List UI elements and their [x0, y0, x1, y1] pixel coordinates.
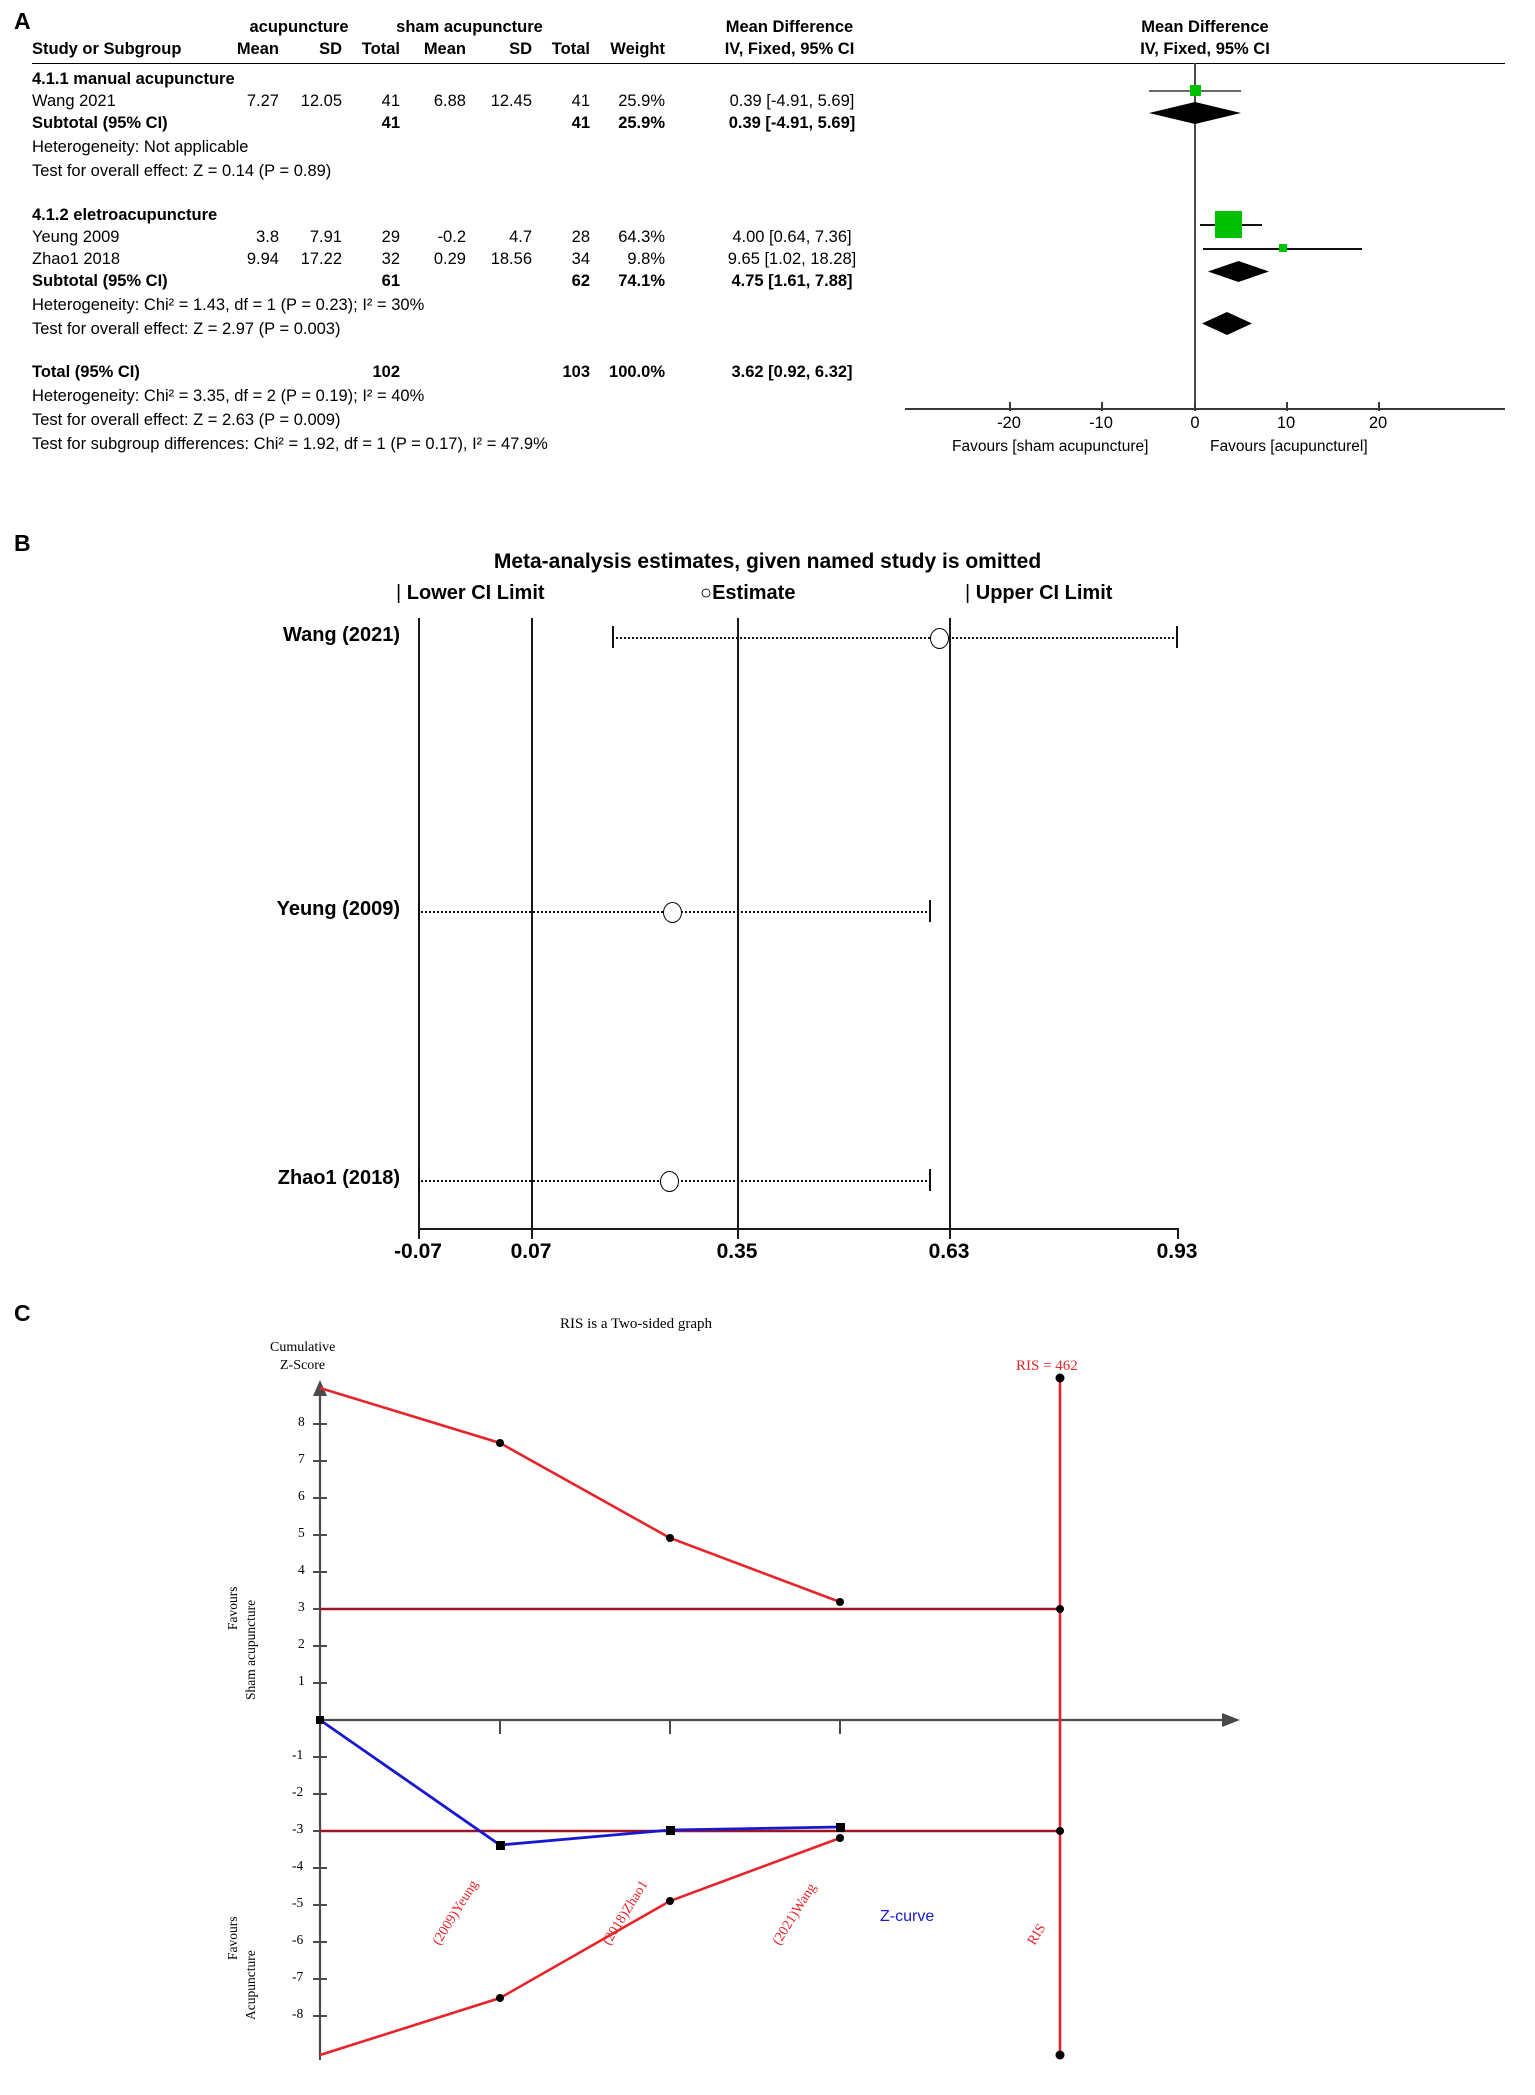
- cell-total1: 102: [372, 363, 400, 381]
- y-tick-label: 1: [298, 1673, 305, 1688]
- x-tick-label: 10: [1276, 414, 1296, 432]
- y-tick-label: 7: [298, 1451, 305, 1466]
- tsa-study-label-zhao1: (2018)Zhao1: [600, 1878, 652, 1948]
- col-group-effect: Mean Difference: [725, 18, 854, 36]
- total-heterogeneity: Heterogeneity: Chi² = 3.35, df = 2 (P = 0.19); I² = 40%: [32, 387, 425, 405]
- legend-upper-ci-label: Upper CI Limit: [975, 582, 1113, 604]
- estimate-circle-icon: ○: [700, 582, 713, 604]
- cell-study: Zhao1 2018: [32, 250, 121, 268]
- total-subgroup-differences: Test for subgroup differences: Chi² = 1.92, df = 1 (P = 0.17), I² = 47.9%: [32, 435, 548, 453]
- cell-weight: 25.9%: [618, 114, 665, 132]
- y-tick-label: -4: [292, 1858, 304, 1873]
- x-tick-label: 0: [1190, 414, 1200, 432]
- total-diamond: [1202, 312, 1252, 335]
- y-tick-label: -3: [292, 1821, 304, 1836]
- table-row: [32, 92, 912, 113]
- col-sd2: SD: [509, 40, 532, 58]
- upper-ci-tick-icon: |: [965, 582, 976, 604]
- x-tick-label: -0.07: [394, 1240, 442, 1263]
- ci-cap-upper-zhao1: [929, 1169, 931, 1191]
- ris-label: RIS = 462: [1016, 1358, 1078, 1374]
- legend-estimate-label: Estimate: [712, 582, 796, 604]
- favours-left-label: Favours [sham acupuncture]: [952, 438, 1149, 455]
- cell-effect: 0.39 [-4.91, 5.69]: [729, 92, 855, 110]
- tsa-upper-boundary: [320, 1388, 840, 1602]
- cell-total2: 62: [571, 272, 590, 290]
- ris-top-point: [1056, 1374, 1065, 1383]
- cell-sd1: 17.22: [300, 250, 342, 268]
- graph-header-rule: [905, 63, 1505, 64]
- reference-line-lower-limit: [418, 618, 420, 1228]
- y-tick-label: 3: [298, 1599, 305, 1614]
- x-tick: [531, 1228, 533, 1239]
- cell-total1: 32: [381, 250, 400, 268]
- effect-marker-zhao1: [1279, 244, 1287, 252]
- subgroup-heterogeneity-2: Heterogeneity: Chi² = 1.43, df = 1 (P = 0.23); I² = 30%: [32, 296, 425, 314]
- cell-study: Yeung 2009: [32, 228, 120, 246]
- cell-total1: 29: [381, 228, 400, 246]
- cell-effect: 9.65 [1.02, 18.28]: [727, 250, 857, 268]
- legend-upper-ci: [965, 582, 1112, 605]
- z-curve-line: [320, 1720, 840, 1845]
- cell-mean2: 6.88: [433, 92, 466, 110]
- y-tick-label: -1: [292, 1747, 304, 1762]
- panel-a-letter: A: [14, 8, 31, 34]
- x-tick: [1194, 402, 1196, 411]
- estimate-marker-zhao1: [660, 1171, 679, 1192]
- x-tick: [418, 1228, 420, 1239]
- cell-mean1: 3.8: [256, 228, 279, 246]
- subtotal-diamond-1: [1149, 102, 1241, 124]
- cell-sd1: 12.05: [300, 92, 342, 110]
- x-tick: [1177, 1228, 1179, 1239]
- subgroup-overall-effect-1: Test for overall effect: Z = 0.14 (P = 0.89): [32, 162, 332, 180]
- x-tick-label: 0.07: [510, 1240, 552, 1263]
- table-row: [32, 228, 912, 249]
- cell-total2: 103: [562, 363, 590, 381]
- col-total1: Total: [361, 40, 400, 58]
- favours-right-label: Favours [acupuncturel]: [1210, 438, 1368, 455]
- x-tick: [1378, 402, 1380, 411]
- cell-total2: 34: [571, 250, 590, 268]
- x-tick: [1101, 402, 1103, 411]
- cell-weight: 64.3%: [618, 228, 665, 246]
- col-effect-method: IV, Fixed, 95% CI: [724, 40, 855, 58]
- cell-study: Wang 2021: [32, 92, 116, 110]
- favours-acupuncture-line2: Acupuncture: [243, 1950, 258, 2020]
- x-tick-label: 0.93: [1156, 1240, 1198, 1263]
- cell-effect: 3.62 [0.92, 6.32]: [731, 363, 853, 381]
- x-tick-label: 0.35: [716, 1240, 758, 1263]
- subgroup-heterogeneity-1: Heterogeneity: Not applicable: [32, 138, 249, 156]
- panel-b-letter: B: [14, 530, 31, 556]
- cell-sd2: 12.45: [490, 92, 532, 110]
- cell-total1: 41: [381, 92, 400, 110]
- cell-study: Subtotal (95% CI): [32, 114, 168, 132]
- ci-cap-lower-zhao1: [418, 1169, 420, 1191]
- effect-marker-yeung: [1215, 211, 1242, 238]
- table-row-subtotal: [32, 114, 912, 135]
- table-row: [32, 250, 912, 271]
- panel-b-influence-plot: [0, 530, 1535, 1300]
- legend-lower-ci-label: Lower CI Limit: [406, 582, 545, 604]
- cell-weight: 9.8%: [627, 250, 665, 268]
- estimate-marker-wang: [930, 628, 949, 649]
- panel-c-letter: C: [14, 1300, 31, 1326]
- ci-cap-upper-wang: [1176, 626, 1178, 648]
- reference-line-0.63: [949, 618, 951, 1228]
- row-label-zhao1: Zhao1 (2018): [277, 1167, 400, 1189]
- row-label-wang: Wang (2021): [282, 624, 400, 646]
- y-tick-label: 8: [298, 1414, 305, 1429]
- cell-study: Subtotal (95% CI): [32, 272, 168, 290]
- y-tick-label: -7: [292, 1969, 304, 1984]
- cell-mean1: 7.27: [246, 92, 279, 110]
- cell-sd2: 18.56: [490, 250, 532, 268]
- x-tick: [737, 1228, 739, 1239]
- tsa-study-label-wang: (2021)Wang: [770, 1880, 820, 1948]
- y-tick-label: -2: [292, 1784, 304, 1799]
- col-mean1: Mean: [236, 40, 279, 58]
- cell-study: Total (95% CI): [32, 363, 140, 381]
- forest-plot-graph: [905, 18, 1505, 498]
- cell-effect: 0.39 [-4.91, 5.69]: [728, 114, 856, 132]
- cell-mean1: 9.94: [246, 250, 279, 268]
- reference-line-0.07: [531, 618, 533, 1228]
- legend-estimate: [700, 582, 795, 605]
- ris-lower-cross-point: [1056, 1827, 1064, 1835]
- reference-line-0.35: [737, 618, 739, 1228]
- graph-header-method: IV, Fixed, 95% CI: [1140, 40, 1270, 58]
- legend-lower-ci: [396, 582, 545, 605]
- y-tick-label: -6: [292, 1932, 304, 1947]
- x-tick: [1009, 402, 1011, 411]
- cell-mean2: 0.29: [433, 250, 466, 268]
- ris-bottom-point: [1056, 2051, 1065, 2060]
- tsa-yaxis-caption-line2: Z-Score: [280, 1358, 326, 1373]
- tsa-yaxis-caption-line1: Cumulative: [270, 1340, 336, 1355]
- cell-weight: 25.9%: [618, 92, 665, 110]
- cell-total1: 61: [381, 272, 400, 290]
- tsa-study-label-yeung: (2009)Yeung: [430, 1877, 482, 1948]
- tsa-ris-axis-label: RIS: [1025, 1921, 1050, 1948]
- y-tick-label: 5: [298, 1525, 305, 1540]
- cell-total2: 41: [571, 114, 590, 132]
- y-tick-label: -8: [292, 2006, 304, 2021]
- favours-sham-line2: Sham acupuncture: [243, 1599, 258, 1700]
- y-tick-label: 6: [298, 1488, 305, 1503]
- favours-acupuncture-line1: Favours: [225, 1916, 240, 1960]
- y-tick-label: -5: [292, 1895, 304, 1910]
- ci-cap-lower-yeung: [418, 900, 420, 922]
- x-axis-line: [905, 408, 1505, 410]
- table-row-subtotal: [32, 272, 912, 293]
- y-tick-label: 4: [298, 1562, 305, 1577]
- x-tick-label: 0.63: [928, 1240, 970, 1263]
- panel-c-trial-sequential-analysis: [0, 1300, 1535, 2095]
- y-tick-label: 2: [298, 1636, 305, 1651]
- row-label-yeung: Yeung (2009): [276, 898, 400, 920]
- graph-header-title: Mean Difference: [1141, 18, 1269, 36]
- zcurve-label: Z-curve: [880, 1908, 935, 1925]
- x-tick-label: -20: [997, 414, 1021, 432]
- subgroup-heading-1: 4.1.1 manual acupuncture: [32, 70, 235, 88]
- lower-ci-tick-icon: |: [396, 582, 407, 604]
- tsa-lower-boundary: [320, 1838, 840, 2055]
- cell-weight: 100.0%: [609, 363, 665, 381]
- x-tick-marks: [500, 1720, 840, 1734]
- ci-cap-upper-yeung: [929, 900, 931, 922]
- panel-a-forest-plot: [0, 0, 1535, 520]
- total-overall-effect: Test for overall effect: Z = 2.63 (P = 0.009): [32, 411, 341, 429]
- col-study: Study or Subgroup: [32, 40, 182, 58]
- cell-effect: 4.75 [1.61, 7.88]: [731, 272, 853, 290]
- col-total2: Total: [551, 40, 590, 58]
- cell-total2: 41: [571, 92, 590, 110]
- influence-plot-title: Meta-analysis estimates, given named study is omitted: [493, 550, 1042, 573]
- x-tick-label: 20: [1368, 414, 1388, 432]
- ci-cap-lower-wang: [612, 626, 614, 648]
- cell-total1: 41: [381, 114, 400, 132]
- cell-effect: 4.00 [0.64, 7.36]: [732, 228, 852, 246]
- ci-dotline-wang: [612, 637, 1178, 639]
- cell-sd2: 4.7: [509, 228, 532, 246]
- col-mean2: Mean: [423, 40, 466, 58]
- tsa-title: RIS is a Two-sided graph: [560, 1316, 712, 1332]
- x-tick: [949, 1228, 951, 1239]
- cell-mean2: -0.2: [437, 228, 466, 246]
- subgroup-overall-effect-2: Test for overall effect: Z = 2.97 (P = 0.003): [32, 320, 341, 338]
- ris-upper-cross-point: [1056, 1605, 1064, 1613]
- favours-sham-line1: Favours: [225, 1586, 240, 1630]
- col-group-control: sham acupuncture: [396, 18, 543, 36]
- tsa-graph-svg: [0, 1300, 1535, 2095]
- x-axis-arrow-icon: [1222, 1713, 1240, 1727]
- effect-marker-wang: [1190, 85, 1201, 96]
- cell-weight: 74.1%: [618, 272, 665, 290]
- x-tick-label: -10: [1089, 414, 1113, 432]
- cell-total2: 28: [571, 228, 590, 246]
- col-sd1: SD: [319, 40, 342, 58]
- table-header-rule: [32, 63, 912, 64]
- table-row-total: [32, 363, 912, 384]
- subtotal-diamond-2: [1208, 261, 1269, 282]
- x-tick: [1286, 402, 1288, 411]
- col-weight: Weight: [610, 40, 665, 58]
- estimate-marker-yeung: [663, 902, 682, 923]
- cell-sd1: 7.91: [309, 228, 342, 246]
- subgroup-heading-2: 4.1.2 eletroacupuncture: [32, 206, 218, 224]
- col-group-treatment: acupuncture: [249, 18, 349, 36]
